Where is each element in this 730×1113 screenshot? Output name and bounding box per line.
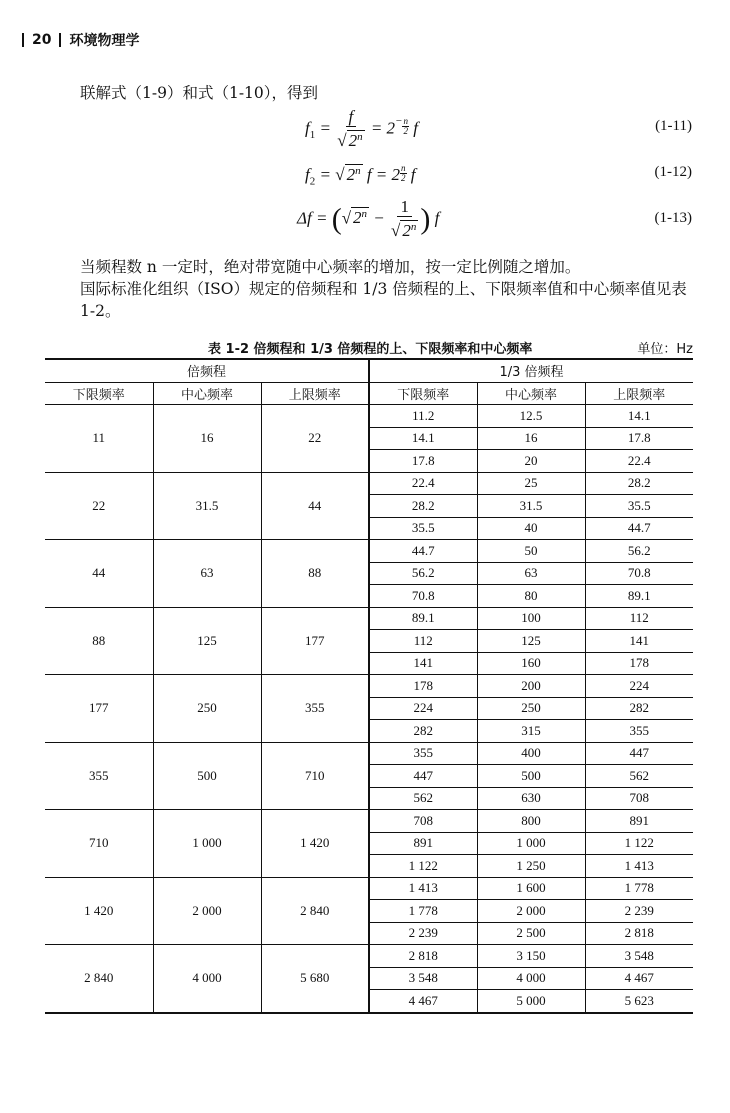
book-title: 环境物理学 <box>69 33 140 49</box>
third-octave-cell: 355 <box>585 720 693 743</box>
third-octave-cell: 4 000 <box>477 967 585 990</box>
third-octave-cell: 500 <box>477 765 585 788</box>
third-octave-cell: 40 <box>477 517 585 540</box>
equation-1-11: $f_1$ = $\frac{f}{√ 2^n}$ = $2^{- \frac{n}{2}}$ f <box>305 107 418 150</box>
equation-number: (1-11) <box>655 118 692 134</box>
octave-cell: 44 <box>261 472 369 540</box>
table-row <box>45 810 693 833</box>
third-octave-cell: 31.5 <box>477 495 585 518</box>
octave-cell: 2 840 <box>261 877 369 945</box>
third-octave-cell: 28.2 <box>369 495 477 518</box>
third-octave-cell: 1 778 <box>585 877 693 900</box>
octave-cell: 177 <box>45 675 153 743</box>
third-octave-cell: 125 <box>477 630 585 653</box>
third-octave-cell: 100 <box>477 607 585 630</box>
col-header: 上限频率 <box>261 382 369 405</box>
octave-cell: 1 420 <box>261 810 369 878</box>
third-octave-cell: 14.1 <box>369 427 477 450</box>
octave-cell: 177 <box>261 607 369 675</box>
col-header: 下限频率 <box>369 382 477 405</box>
octave-cell: 250 <box>153 675 261 743</box>
octave-cell: 63 <box>153 540 261 608</box>
third-octave-cell: 44.7 <box>585 517 693 540</box>
octave-cell: 1 000 <box>153 810 261 878</box>
third-octave-cell: 11.2 <box>369 405 477 428</box>
table-row <box>45 945 693 968</box>
third-octave-cell: 2 818 <box>369 945 477 968</box>
third-octave-cell: 56.2 <box>369 562 477 585</box>
page-header <box>22 30 139 50</box>
third-octave-cell: 141 <box>585 630 693 653</box>
equation-number: (1-12) <box>654 164 692 180</box>
third-octave-cell: 28.2 <box>585 472 693 495</box>
third-octave-cell: 2 000 <box>477 900 585 923</box>
table-unit: 单位：Hz <box>637 342 693 357</box>
third-octave-cell: 80 <box>477 585 585 608</box>
third-octave-cell: 178 <box>369 675 477 698</box>
third-octave-cell: 3 548 <box>369 967 477 990</box>
third-octave-cell: 5 000 <box>477 990 585 1013</box>
third-octave-cell: 224 <box>585 675 693 698</box>
third-octave-cell: 22.4 <box>585 450 693 473</box>
table-row <box>45 675 693 698</box>
third-octave-cell: 63 <box>477 562 585 585</box>
third-octave-cell: 50 <box>477 540 585 563</box>
third-octave-cell: 3 150 <box>477 945 585 968</box>
third-octave-cell: 22.4 <box>369 472 477 495</box>
third-octave-cell: 224 <box>369 697 477 720</box>
group-header-third-octave: 1/3 倍频程 <box>369 359 693 382</box>
third-octave-cell: 89.1 <box>585 585 693 608</box>
table-row <box>45 607 693 630</box>
equation-1-13: Δf = (√ $2^n$ − $\frac{1}{√ 2^n}$ ) f <box>297 197 440 240</box>
octave-cell: 355 <box>45 742 153 810</box>
third-octave-cell: 200 <box>477 675 585 698</box>
col-header: 中心频率 <box>477 382 585 405</box>
third-octave-cell: 89.1 <box>369 607 477 630</box>
octave-cell: 355 <box>261 675 369 743</box>
third-octave-cell: 250 <box>477 697 585 720</box>
third-octave-cell: 178 <box>585 652 693 675</box>
third-octave-cell: 4 467 <box>585 967 693 990</box>
equation-number: (1-13) <box>654 210 692 226</box>
third-octave-cell: 447 <box>369 765 477 788</box>
third-octave-cell: 2 239 <box>369 922 477 945</box>
third-octave-cell: 1 122 <box>585 832 693 855</box>
col-header: 下限频率 <box>45 382 153 405</box>
third-octave-cell: 44.7 <box>369 540 477 563</box>
octave-cell: 2 000 <box>153 877 261 945</box>
table-row <box>45 472 693 495</box>
equation-1-12: $f_2$ = √ 2$^n$ f = 2 $^{\frac{n}{2}}$ f <box>305 163 416 188</box>
third-octave-cell: 400 <box>477 742 585 765</box>
third-octave-cell: 141 <box>369 652 477 675</box>
third-octave-cell: 1 250 <box>477 855 585 878</box>
third-octave-cell: 2 239 <box>585 900 693 923</box>
octave-cell: 16 <box>153 405 261 473</box>
header-rule <box>59 33 61 47</box>
octave-cell: 710 <box>261 742 369 810</box>
third-octave-cell: 5 623 <box>585 990 693 1013</box>
page-number: 20 <box>32 32 52 48</box>
third-octave-cell: 25 <box>477 472 585 495</box>
group-header-octave: 倍频程 <box>45 359 369 382</box>
table-row <box>45 540 693 563</box>
table-row <box>45 742 693 765</box>
octave-cell: 500 <box>153 742 261 810</box>
third-octave-cell: 56.2 <box>585 540 693 563</box>
third-octave-cell: 315 <box>477 720 585 743</box>
third-octave-cell: 282 <box>369 720 477 743</box>
third-octave-cell: 16 <box>477 427 585 450</box>
third-octave-cell: 70.8 <box>585 562 693 585</box>
third-octave-cell: 1 600 <box>477 877 585 900</box>
col-header: 上限频率 <box>585 382 693 405</box>
third-octave-cell: 282 <box>585 697 693 720</box>
octave-cell: 2 840 <box>45 945 153 1013</box>
octave-cell: 710 <box>45 810 153 878</box>
third-octave-cell: 562 <box>585 765 693 788</box>
third-octave-cell: 1 778 <box>369 900 477 923</box>
third-octave-cell: 1 122 <box>369 855 477 878</box>
octave-cell: 22 <box>45 472 153 540</box>
header-rule <box>22 33 24 47</box>
third-octave-cell: 1 413 <box>369 877 477 900</box>
third-octave-cell: 14.1 <box>585 405 693 428</box>
table-title: 表 1-2 倍频程和 1/3 倍频程的上、下限频率和中心频率 <box>208 342 533 357</box>
paragraph-2 <box>80 278 692 322</box>
third-octave-cell: 447 <box>585 742 693 765</box>
third-octave-cell: 2 818 <box>585 922 693 945</box>
octave-cell: 22 <box>261 405 369 473</box>
third-octave-cell: 70.8 <box>369 585 477 608</box>
octave-cell: 4 000 <box>153 945 261 1013</box>
paragraph-2-text: 国际标准化组织（ISO）规定的倍频程和 1/3 倍频程的上、下限频率值和中心频率值见表 1-2。 <box>80 280 687 320</box>
third-octave-cell: 3 548 <box>585 945 693 968</box>
third-octave-cell: 355 <box>369 742 477 765</box>
third-octave-cell: 112 <box>369 630 477 653</box>
paragraph-1: 当频程数 n 一定时，绝对带宽随中心频率的增加，按一定比例随之增加。 <box>80 258 581 276</box>
intro-text: 联解式（1-9）和式（1-10），得到 <box>80 84 319 102</box>
third-octave-cell: 2 500 <box>477 922 585 945</box>
third-octave-cell: 112 <box>585 607 693 630</box>
octave-cell: 11 <box>45 405 153 473</box>
third-octave-cell: 800 <box>477 810 585 833</box>
third-octave-cell: 4 467 <box>369 990 477 1013</box>
third-octave-cell: 35.5 <box>585 495 693 518</box>
third-octave-cell: 562 <box>369 787 477 810</box>
octave-cell: 31.5 <box>153 472 261 540</box>
table-row <box>45 405 693 428</box>
frequency-table <box>45 358 693 1014</box>
third-octave-cell: 1 413 <box>585 855 693 878</box>
octave-cell: 88 <box>45 607 153 675</box>
third-octave-cell: 17.8 <box>585 427 693 450</box>
third-octave-cell: 12.5 <box>477 405 585 428</box>
third-octave-cell: 35.5 <box>369 517 477 540</box>
octave-cell: 5 680 <box>261 945 369 1013</box>
octave-cell: 44 <box>45 540 153 608</box>
third-octave-cell: 20 <box>477 450 585 473</box>
octave-cell: 88 <box>261 540 369 608</box>
third-octave-cell: 891 <box>369 832 477 855</box>
third-octave-cell: 160 <box>477 652 585 675</box>
third-octave-cell: 1 000 <box>477 832 585 855</box>
table-row <box>45 877 693 900</box>
octave-cell: 1 420 <box>45 877 153 945</box>
col-header: 中心频率 <box>153 382 261 405</box>
third-octave-cell: 891 <box>585 810 693 833</box>
third-octave-cell: 708 <box>585 787 693 810</box>
third-octave-cell: 708 <box>369 810 477 833</box>
third-octave-cell: 17.8 <box>369 450 477 473</box>
third-octave-cell: 630 <box>477 787 585 810</box>
octave-cell: 125 <box>153 607 261 675</box>
